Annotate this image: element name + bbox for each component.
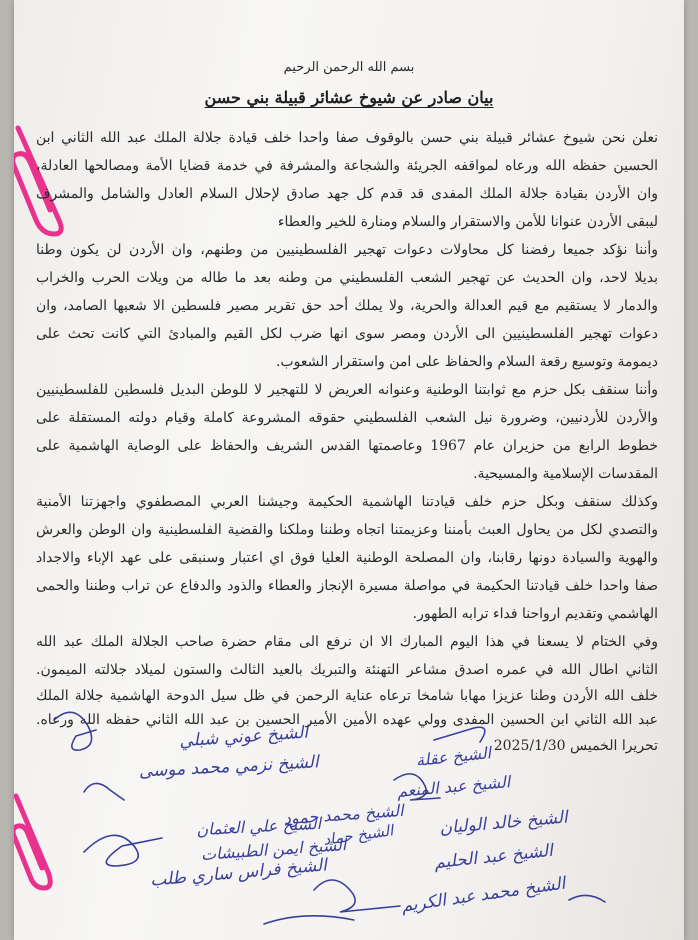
body-line: والتصدي لكل من يحاول العبث بأمننا وعزيمتنا اتجاه وطننا وملكنا والقضية الفلسطينية وان الوطن والعرش bbox=[36, 522, 658, 538]
signature: الشيخ محمد حمود bbox=[283, 800, 405, 829]
signature: الشيخ حماد bbox=[322, 821, 395, 849]
signatures-area bbox=[14, 700, 684, 940]
signature: الشيخ علي العثمان bbox=[195, 813, 322, 840]
body-line: ديمومة وتوسيع رقعة السلام والحفاظ على امن واستقرار الشعوب. bbox=[275, 354, 658, 370]
signature: الشيخ فراس ساري طلب bbox=[149, 855, 328, 891]
basmala: بسم الله الرحمن الرحيم bbox=[283, 60, 415, 75]
body-line: وأننا سنقف بكل حزم مع ثوابتنا الوطنية وعنوانه العريض لا للتهجير لا للوطن البديل فلسطين للفلسطينيين bbox=[36, 382, 658, 398]
body-line: عبد الله الثاني ابن الحسين المفدى وولي عهده الأمين الأمير الحسين بن عبد الله الثاني حفظه الله ورعاه. bbox=[36, 712, 658, 728]
signature: الشيخ عبد الحليم bbox=[433, 840, 554, 874]
signature: الشيخ ايمن الطبيشات bbox=[200, 834, 347, 865]
document-page bbox=[14, 0, 684, 940]
body-line: المقدسات الإسلامية والمسيحية. bbox=[473, 466, 658, 482]
signature: الشيخ عبد المنعم bbox=[396, 772, 511, 801]
signature: الشيخ خالد الوليان bbox=[438, 807, 569, 839]
body-line: خلف الله الأردن وطنا عزيزا مهابا شامخا ترعاه عناية الرحمن في ظل سيل الدوحة الهاشمية جلالة الملك bbox=[36, 688, 658, 704]
body-line: الهاشمي وتقديم ارواحنا فداء ترابه الطهور. bbox=[412, 606, 658, 622]
body-line: والهوية والسيادة دونها رقابنا، وان المصلحة الوطنية العليا فوق اي اعتبار وسنبقى على عهد الإباء والاجداد bbox=[36, 550, 658, 566]
document-date: تحريرا الخميس 2025/1/30 bbox=[493, 738, 658, 754]
body-line: والدمار لا يستقيم مع قيم العدالة والحرية، ولا يملك أحد حق تقرير مصير فلسطين الا شعبها الصامد، وان bbox=[36, 298, 658, 314]
body-line: وفي الختام لا يسعنا في هذا اليوم المبارك الا ان نرفع الى مقام حضرة صاحب الجلالة الملك عبد الله bbox=[36, 634, 658, 650]
body-line: صفا واحدا خلف قيادتنا الحكيمة في مواصلة مسيرة الإنجاز والعطاء والذود والدفاع عن تراب وطننا والحمى bbox=[36, 578, 658, 594]
body-line: ليبقى الأردن عنوانا للأمن والاستقرار والسلام ومنارة للخير والعطاء bbox=[277, 214, 658, 230]
body-line: خطوط الرابع من حزيران عام 1967 وعاصمتها القدس الشريف والحفاظ على الوصاية الهاشمية على bbox=[36, 438, 658, 454]
body-line: وان الأردن بقيادة جلالة الملك المفدى قد قدم كل جهد صادق لإحلال السلام العادل والشامل والمشرف bbox=[36, 186, 658, 202]
body-line: بديلا لاحد، وان الحديث عن تهجير الشعب الفلسطيني من وطنه بعد ما طاله من ويلات الحرب والخراب bbox=[36, 270, 658, 286]
signature: الشيخ عوني شبلي bbox=[178, 722, 309, 752]
signature: الشيخ نزمي محمد موسى bbox=[138, 752, 320, 782]
body-line: وكذلك سنقف وبكل حزم خلف قيادتنا الهاشمية الحكيمة وجيشنا العربي المصطفوي واجهزتنا الأمنية bbox=[36, 494, 658, 510]
body-line: دعوات تهجير الفلسطينيين الى الأردن ومصر سوى انها ضرب لكل القيم والمبادئ التي كانت تحث على bbox=[36, 326, 658, 342]
body-line: والأردن للأردنيين، وضرورة نيل الشعب الفلسطيني حقوقه المشروعة كاملة وقيام دولته المستقلة على bbox=[36, 410, 658, 426]
signature: الشيخ عقلة bbox=[414, 743, 492, 770]
document-title: بيان صادر عن شيوخ عشائر قبيلة بني حسن bbox=[204, 88, 494, 107]
body-line: الثاني اطال الله في عمره اصدق مشاعر التهنئة والتبريك بالعيد الثالث والستون لميلاد جلالته الميمون. bbox=[36, 662, 658, 678]
body-line: نعلن نحن شيوخ عشائر قبيلة بني حسن بالوقوف صفا واحدا خلف قيادة جلالة الملك عبد الله الثاني ابن bbox=[36, 130, 658, 146]
body-line: وأننا نؤكد جميعا رفضنا كل محاولات دعوات تهجير الفلسطينيين من وطنهم، وان الأردن لن يكون وطنا bbox=[36, 242, 658, 258]
signature: الشيخ محمد عبد الكريم bbox=[400, 873, 567, 917]
body-line: الحسين حفظه الله ورعاه لمواقفه الجريئة والشجاعة والمشرفة في خدمة قضايا الأمة ومصالحها العادلة، bbox=[36, 158, 658, 174]
